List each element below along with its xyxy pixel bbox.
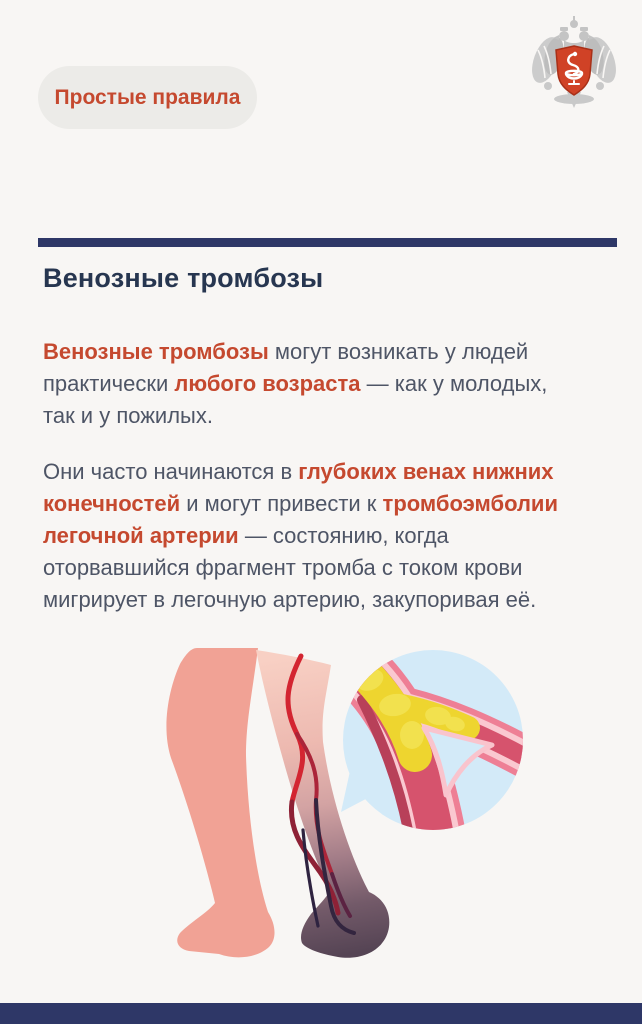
highlighted-term: глубоких венах нижних [298,459,554,484]
text-line [43,368,628,400]
highlighted-term: конечностей [43,491,181,516]
text-line [43,520,628,552]
ministry-health-logo [532,16,616,110]
bottom-bar [0,1003,642,1024]
text-segment: — состоянию, когда [238,523,449,548]
double-eagle-emblem-icon [532,16,616,110]
text-line [43,584,628,616]
program-badge [38,66,257,129]
text-segment: мигрирует в легочную артерию, закупоривая её. [43,587,537,612]
text-segment: и могут привести к [180,491,383,516]
section-divider [38,238,617,247]
legs-thrombosis-drawing [148,642,540,994]
text-segment: Они часто начинаются в [43,459,299,484]
back-leg [166,648,274,957]
text-segment: практически [43,371,175,396]
dvt-legs-illustration [148,642,540,994]
text-line [43,552,628,584]
highlighted-term: Венозные тромбозы [43,339,269,364]
highlighted-term: любого возраста [174,371,361,396]
text-line [43,456,628,488]
text-line [43,336,628,368]
highlighted-term: легочной артерии [43,523,239,548]
paragraph-intro [43,336,628,432]
text-segment: могут возникать у людей [268,339,529,364]
text-segment: — как у молодых, [360,371,548,396]
text-line [43,400,628,432]
paragraph-details [43,456,628,616]
text-segment: оторвавшийся фрагмент тромба с током крови [43,555,523,580]
page-title: Венозные тромбозы [43,263,324,293]
speech-bubble-magnifier [341,650,525,836]
highlighted-term: тромбоэмболии [382,491,558,516]
text-segment: так и у пожилых. [43,403,213,428]
badge-label: Простые правила [54,85,241,109]
text-line [43,488,628,520]
